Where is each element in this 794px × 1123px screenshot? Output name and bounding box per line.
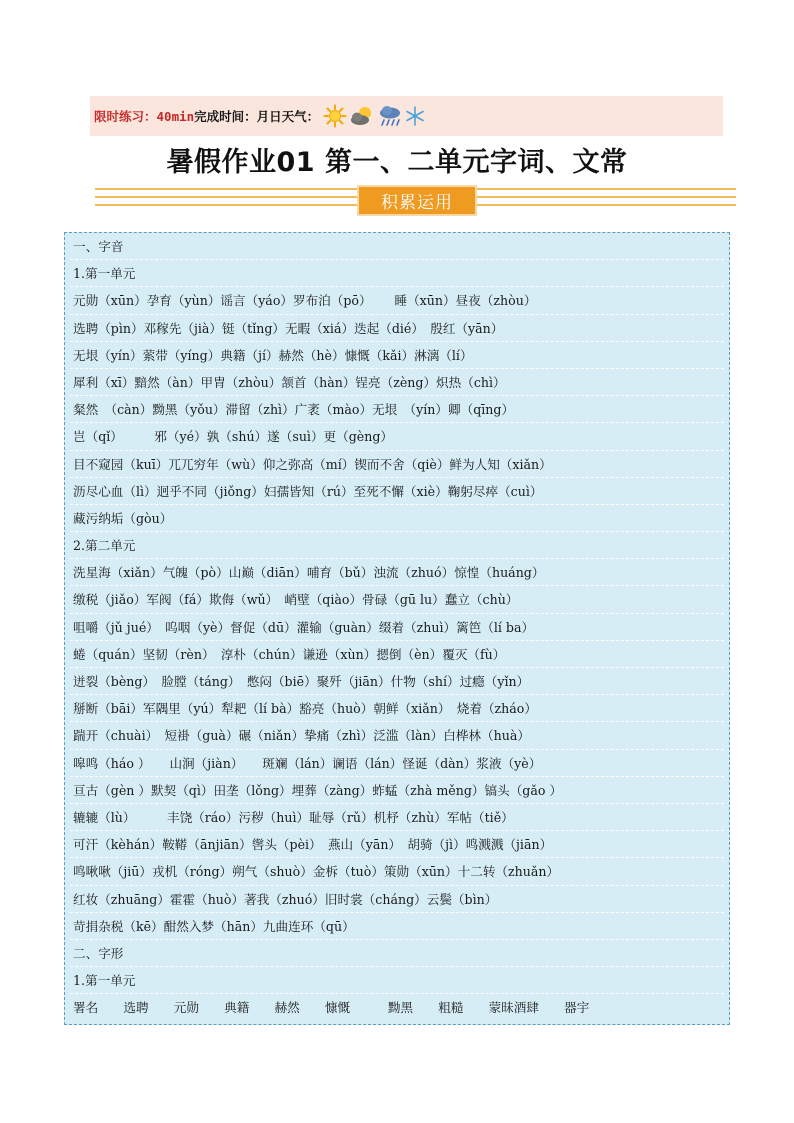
partly-cloudy-icon (348, 104, 376, 128)
content-line: 缴税（jiǎo）军阀（fá）欺侮（wǔ） 峭壁（qiào）骨碌（gū lu）蠢立（chù） (70, 586, 724, 613)
content-line: 苛捐杂税（kē）酣然入梦（hān）九曲连环（qū） (70, 913, 724, 940)
content-line: 元勋（xūn）孕育（yùn）谣言（yáo）罗布泊（pō） 睡（xūn）昼夜（zhòu） (70, 287, 724, 314)
snow-icon (404, 105, 426, 127)
content-line: 二、字形 (70, 940, 724, 967)
content-line: 选聘（pìn）邓稼先（jià）铤（tǐng）无暇（xiá）迭起（dié） 殷红（yān） (70, 315, 724, 342)
content-line: 沥尽心血（lì）迥乎不同（jiǒng）妇孺皆知（rú）至死不懈（xiè）鞠躬尽瘁（cuì） (70, 478, 724, 505)
content-line: 藏污纳垢（gòu） (70, 505, 724, 532)
content-line: 咀嚼（jǔ jué） 呜咽（yè）督促（dū）灌输（guàn）缀着（zhuì）篱笆（lí ba） (70, 614, 724, 641)
content-line: 1.第一单元 (70, 260, 724, 287)
content-line: 犀利（xī）黯然（àn）甲胄（zhòu）颔首（hàn）锃亮（zèng）炽热（chì） (70, 369, 724, 396)
content-line: 1.第一单元 (70, 967, 724, 994)
content-line: 粲然 （càn）黝黑（yǒu）滞留（zhì）广袤（mào）无垠 （yín）卿（qīng） (70, 396, 724, 423)
content-line: 蜷（quán）坚韧（rèn） 淳朴（chún）谦逊（xùn）摁倒（èn）覆灭（fù） (70, 641, 724, 668)
weather-icons (323, 104, 426, 128)
content-line: 红妆（zhuāng）霍霍（huò）著我（zhuó）旧时裳（cháng）云鬓（bìn） (70, 886, 724, 913)
banner-text (94, 107, 319, 125)
content-line: 迸裂（bèng） 脸膛（táng） 憋闷（biē）聚歼（jiān）什物（shí）过瘾（yǐn） (70, 668, 724, 695)
practice-minutes: 40min (156, 109, 195, 124)
time-limit-banner (90, 96, 723, 136)
content-line: 署名 选聘 元勋 典籍 赫然 慷慨 黝黑 粗糙 蒙昧酒肆 器宇 (73, 1000, 590, 1016)
content-line: 岂（qǐ） 邪（yé）孰（shú）遂（suì）更（gèng） (70, 423, 724, 450)
content-line: 目不窥园（kuī）兀兀穷年（wù）仰之弥高（mí）锲而不舍（qiè）鲜为人知（xiǎn） (70, 451, 724, 478)
content-line: 鸣啾啾（jiū）戎机（róng）朔气（shuò）金柝（tuò）策勋（xūn）十二转（zhuǎn） (70, 858, 724, 885)
sun-icon (323, 104, 347, 128)
content-line: 2.第二单元 (70, 532, 724, 559)
content-line: 一、字音 (70, 233, 724, 260)
content-line: 辘辘（lù） 丰饶（ráo）污秽（huì）耻辱（rǔ）机杼（zhù）军帖（tiě） (70, 804, 724, 831)
content-line: 洗星海（xiǎn）气魄（pò）山巅（diān）哺育（bǔ）浊流（zhuó）惊惶（huáng） (70, 559, 724, 586)
content-box (64, 232, 730, 1025)
content-line: 可汗（kèhán）鞍鞯（ānjiān）辔头（pèi） 燕山（yān） 胡骑（jì）鸣溅溅（jiān） (70, 831, 724, 858)
content-line: 无垠（yín）萦带（yíng）典籍（jí）赫然（hè）慷慨（kǎi）淋漓（lí） (70, 342, 724, 369)
rain-icon (377, 104, 403, 128)
content-line: 亘古（gèn ）默契（qì）田垄（lǒng）埋葬（zàng）蚱蜢（zhà měng）镐头（gǎo ） (70, 777, 724, 804)
practice-label: 限时练习： (94, 109, 157, 124)
content-line: 踹开（chuài） 短褂（guà）碾（niǎn）挚痛（zhì）泛滥（làn）白桦林（huà） (70, 722, 724, 749)
completion-text: 完成时间：月日天气： (194, 109, 320, 124)
section-tag: 积累运用 (357, 185, 477, 216)
content-line: 掰断（bāi）军隅里（yú）犁耙（lí bà）豁亮（huò）朝鲜（xiǎn） 烧着（zháo） (70, 695, 724, 722)
content-line: 嗥鸣（háo ） 山涧（jiàn） 斑斓（lán）谰语（lán）怪诞（dàn）浆液（yè） (70, 750, 724, 777)
page-title: 暑假作业01 第一、二单元字词、文常 (166, 147, 628, 178)
